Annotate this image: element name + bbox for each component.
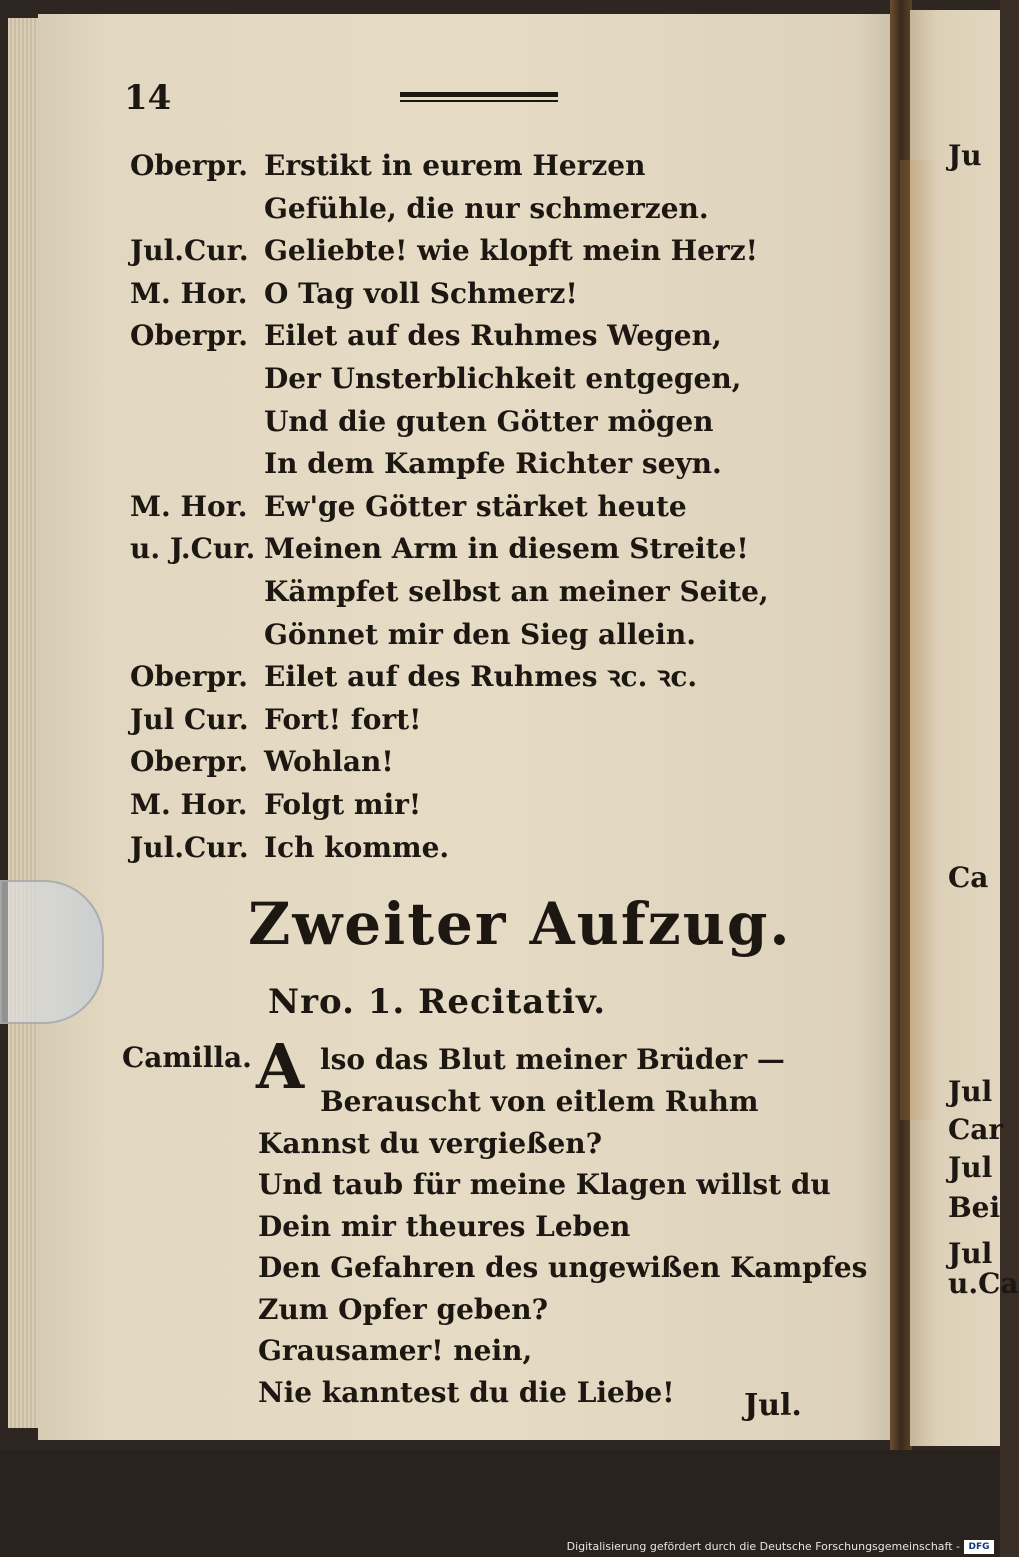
- speaker-name: Jul.Cur.: [130, 234, 249, 268]
- drop-cap: A: [256, 1030, 305, 1103]
- verse-line: Ich komme.: [264, 830, 450, 864]
- speaker-name: Oberpr.: [130, 660, 249, 694]
- verse-line: Wohlan!: [264, 745, 394, 779]
- speaker-name: u. J.Cur.: [130, 532, 256, 566]
- verse-line: O Tag voll Schmerz!: [264, 276, 578, 310]
- verse-line: Fort! fort!: [264, 702, 422, 736]
- recitativ-line: Kannst du vergießen?: [258, 1126, 603, 1160]
- facing-page-fragment: Bei: [948, 1191, 1001, 1224]
- recitativ-line: Grausamer! nein,: [258, 1334, 533, 1367]
- speaker-name: M. Hor.: [130, 489, 248, 523]
- recitativ-line: Den Gefahren des ungewißen Kampfes: [258, 1251, 868, 1284]
- verse-line: Folgt mir!: [264, 788, 422, 821]
- speaker-camilla: Camilla.: [122, 1041, 252, 1074]
- verse-line: Und die guten Götter mögen: [264, 404, 714, 438]
- verse-line: Geliebte! wie klopft mein Herz!: [264, 234, 758, 268]
- speaker-name: Jul Cur.: [130, 702, 249, 736]
- verse-line: Eilet auf des Ruhmes Wegen,: [264, 319, 722, 353]
- act-heading: Zweiter Aufzug.: [248, 890, 792, 958]
- verse-line: Kämpfet selbst an meiner Seite,: [264, 575, 769, 608]
- verse-line: Der Unsterblichkeit entgegen,: [264, 362, 742, 395]
- page-number: 14: [124, 78, 172, 118]
- facing-page-fragment: Jul: [948, 1075, 993, 1108]
- speaker-name: Oberpr.: [130, 149, 249, 182]
- recitativ-line: Berauscht von eitlem Ruhm: [320, 1085, 759, 1118]
- page-clip: [0, 880, 104, 1024]
- verse-line: In dem Kampfe Richter seyn.: [264, 447, 722, 481]
- facing-page-fragment: Jul: [948, 1237, 993, 1270]
- verse-line: Ew'ge Götter stärket heute: [264, 489, 687, 523]
- verse-line: Meinen Arm in diesem Streite!: [264, 532, 749, 566]
- recitativ-line: Zum Opfer geben?: [258, 1292, 549, 1326]
- dfg-logo: DFG: [964, 1540, 994, 1554]
- number-heading: Nro. 1. Recitativ.: [268, 982, 607, 1022]
- header-rule: [400, 92, 558, 106]
- verse-line: Gefühle, die nur schmerzen.: [264, 191, 709, 225]
- facing-page-fragment: Car: [948, 1113, 1004, 1146]
- page-edges: [8, 18, 42, 1428]
- facing-page-fragment: Jul: [948, 1151, 993, 1184]
- speaker-name: M. Hor.: [130, 788, 248, 821]
- recitativ-line: Und taub für meine Klagen willst du: [258, 1168, 831, 1201]
- facing-page-fragment: u.Ca: [948, 1267, 1019, 1300]
- facing-page-fragment: Ca: [948, 861, 989, 894]
- verse-line: Erstikt in eurem Herzen: [264, 149, 646, 182]
- verse-line: Eilet auf des Ruhmes ꝛc. ꝛc.: [264, 660, 698, 694]
- water-stain: [900, 160, 940, 1120]
- scan-footer: [0, 1450, 1000, 1557]
- catchword: Jul.: [744, 1388, 802, 1423]
- recitativ-first-line: lso das Blut meiner Brüder —: [320, 1043, 785, 1076]
- speaker-name: M. Hor.: [130, 276, 248, 310]
- digitization-credit: Digitalisierung gefördert durch die Deutsche Forschungsgemeinschaft -: [566, 1540, 960, 1553]
- speaker-name: Jul.Cur.: [130, 830, 249, 864]
- recitativ-line: Dein mir theures Leben: [258, 1209, 631, 1243]
- speaker-name: Oberpr.: [130, 319, 249, 353]
- verse-line: Gönnet mir den Sieg allein.: [264, 617, 697, 651]
- recitativ-line: Nie kanntest du die Liebe!: [258, 1375, 675, 1409]
- facing-page-fragment: Ju: [948, 139, 982, 172]
- speaker-name: Oberpr.: [130, 745, 249, 779]
